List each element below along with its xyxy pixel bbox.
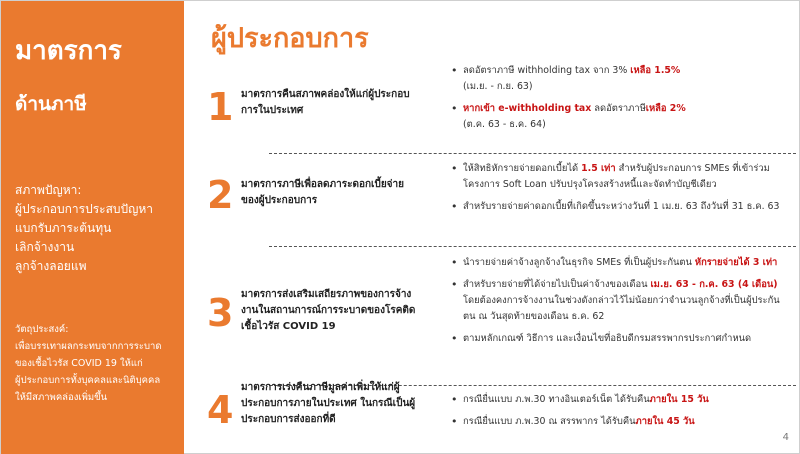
measure-title: มาตรการคืนสภาพคล่องให้แก่ผู้ประกอบการในประเทศ bbox=[241, 89, 410, 116]
purpose-text bbox=[15, 321, 162, 406]
measure-row-4 bbox=[191, 376, 786, 446]
measure-number: 2 bbox=[207, 173, 234, 217]
measure-row-3 bbox=[191, 253, 786, 383]
sidebar-title: มาตรการ bbox=[15, 36, 122, 66]
bullet-item bbox=[449, 392, 789, 408]
measure-number: 1 bbox=[207, 85, 234, 129]
bullet-item bbox=[449, 161, 789, 193]
bullet-text: ลดอัตราภาษี bbox=[591, 103, 646, 114]
bullet-text: กรณียื่นแบบ ภ.พ.30 ทางอินเตอร์เน็ต ได้รับคืน bbox=[463, 394, 650, 405]
bullet-text: นำรายจ่ายค่าจ้างลูกจ้างในธุรกิจ SMEs ที่เป็นผู้ประกันตน bbox=[463, 257, 695, 268]
problem-text bbox=[15, 181, 153, 276]
bullet-highlight: 1.5 เท่า bbox=[581, 163, 616, 174]
problem-line: ผู้ประกอบการประสบปัญหา bbox=[15, 202, 154, 216]
sidebar bbox=[1, 1, 184, 454]
bullet-highlight: เหลือ 2% bbox=[645, 103, 686, 114]
bullet-list bbox=[449, 161, 789, 221]
problem-line: ลูกจ้างลอยแพ bbox=[15, 259, 87, 273]
measure-row-1 bbox=[191, 63, 786, 153]
purpose-line: ของเชื้อไวรัส COVID 19 ให้แก่ bbox=[15, 358, 143, 369]
measure-row-2 bbox=[191, 159, 786, 243]
bullet-item bbox=[449, 331, 789, 347]
bullet-highlight: เหลือ 1.5% bbox=[630, 65, 681, 76]
measure-title: มาตรการส่งเสริมเสถียรภาพของการจ้างงานในสถานการณ์การระบาดของโรคติดเชื้อไวรัส COVID 19 bbox=[241, 289, 416, 332]
problem-line: แบกรับภาระต้นทุน bbox=[15, 221, 112, 235]
bullet-item bbox=[449, 63, 789, 95]
purpose-line: เพื่อบรรเทาผลกระทบจากการระบาด bbox=[15, 341, 162, 352]
bullet-text: สำหรับรายจ่ายค่าดอกเบี้ยที่เกิดขึ้นระหว่างวันที่ 1 เม.ย. 63 ถึงวันที่ 31 ธ.ค. 63 bbox=[463, 201, 780, 212]
bullet-highlight: หักรายจ่ายได้ 3 เท่า bbox=[694, 257, 778, 268]
bullet-text: โดยต้องคงการจ้างงานในช่วงดังกล่าวไว้ไม่น้อยกว่าจำนวนลูกจ้างที่เป็นผู้ประกันตน ณ วันสุดท้ายของเดือน ธ.ค. 62 bbox=[463, 295, 780, 322]
measure-number: 3 bbox=[207, 291, 234, 335]
bullet-item bbox=[449, 199, 789, 215]
divider bbox=[269, 246, 796, 247]
bullet-highlight: ภายใน 45 วัน bbox=[635, 416, 695, 427]
bullet-list bbox=[449, 255, 789, 353]
problem-line: สภาพปัญหา: bbox=[15, 183, 82, 197]
bullet-highlight: หากเข้า e-withholding tax bbox=[463, 103, 592, 114]
bullet-text: ให้สิทธิหักรายจ่ายดอกเบี้ยได้ bbox=[463, 163, 582, 174]
bullet-note: (เม.ย. - ก.ย. 63) bbox=[463, 81, 533, 92]
bullet-text: สำหรับรายจ่ายที่ได้จ่ายไปเป็นค่าจ้างของเดือน bbox=[463, 279, 651, 290]
problem-line: เลิกจ้างงาน bbox=[15, 240, 75, 254]
measure-number: 4 bbox=[207, 388, 234, 432]
bullet-highlight: ภายใน 15 วัน bbox=[649, 394, 709, 405]
bullet-item bbox=[449, 277, 789, 325]
bullet-text: ตามหลักเกณฑ์ วิธีการ และเงื่อนไขที่อธิบดีกรมสรรพากรประกาศกำหนด bbox=[463, 333, 752, 344]
divider bbox=[269, 153, 796, 154]
bullet-list bbox=[449, 392, 789, 436]
bullet-highlight: เม.ย. 63 - ก.ค. 63 (4 เดือน) bbox=[650, 279, 778, 290]
measure-title: มาตรการภาษีเพื่อลดภาระดอกเบี้ยจ่ายของผู้ประกอบการ bbox=[241, 179, 405, 206]
bullet-text: กรณียื่นแบบ ภ.พ.30 ณ สรรพากร ได้รับคืน bbox=[463, 416, 636, 427]
bullet-item bbox=[449, 414, 789, 430]
bullet-text: สำหรับผู้ประกอบการ SMEs ที่เข้าร่วมโครงการ Soft Loan ปรับปรุงโครงสร้างหนี้และจัดทำบัญชีเดียว bbox=[463, 163, 770, 190]
sidebar-subtitle: ด้านภาษี bbox=[15, 93, 87, 115]
purpose-line: วัตถุประสงค์: bbox=[15, 324, 69, 335]
page-number: 4 bbox=[782, 432, 789, 443]
purpose-line: ให้มีสภาพคล่องเพิ่มขึ้น bbox=[15, 392, 108, 403]
bullet-item bbox=[449, 101, 789, 133]
bullet-list bbox=[449, 63, 789, 139]
bullet-note: (ต.ค. 63 - ธ.ค. 64) bbox=[463, 119, 546, 130]
measure-title: มาตรการเร่งคืนภาษีมูลค่าเพิ่มให้แก่ผู้ประกอบการภายในประเทศ ในกรณีเป็นผู้ประกอบการส่งออกที่ดี bbox=[241, 382, 416, 425]
bullet-text: ลดอัตราภาษี withholding tax จาก 3% bbox=[463, 65, 631, 76]
bullet-item bbox=[449, 255, 789, 271]
page-title: ผู้ประกอบการ bbox=[211, 23, 369, 54]
purpose-line: ผู้ประกอบการทั้งบุคคลและนิติบุคคล bbox=[15, 375, 161, 386]
